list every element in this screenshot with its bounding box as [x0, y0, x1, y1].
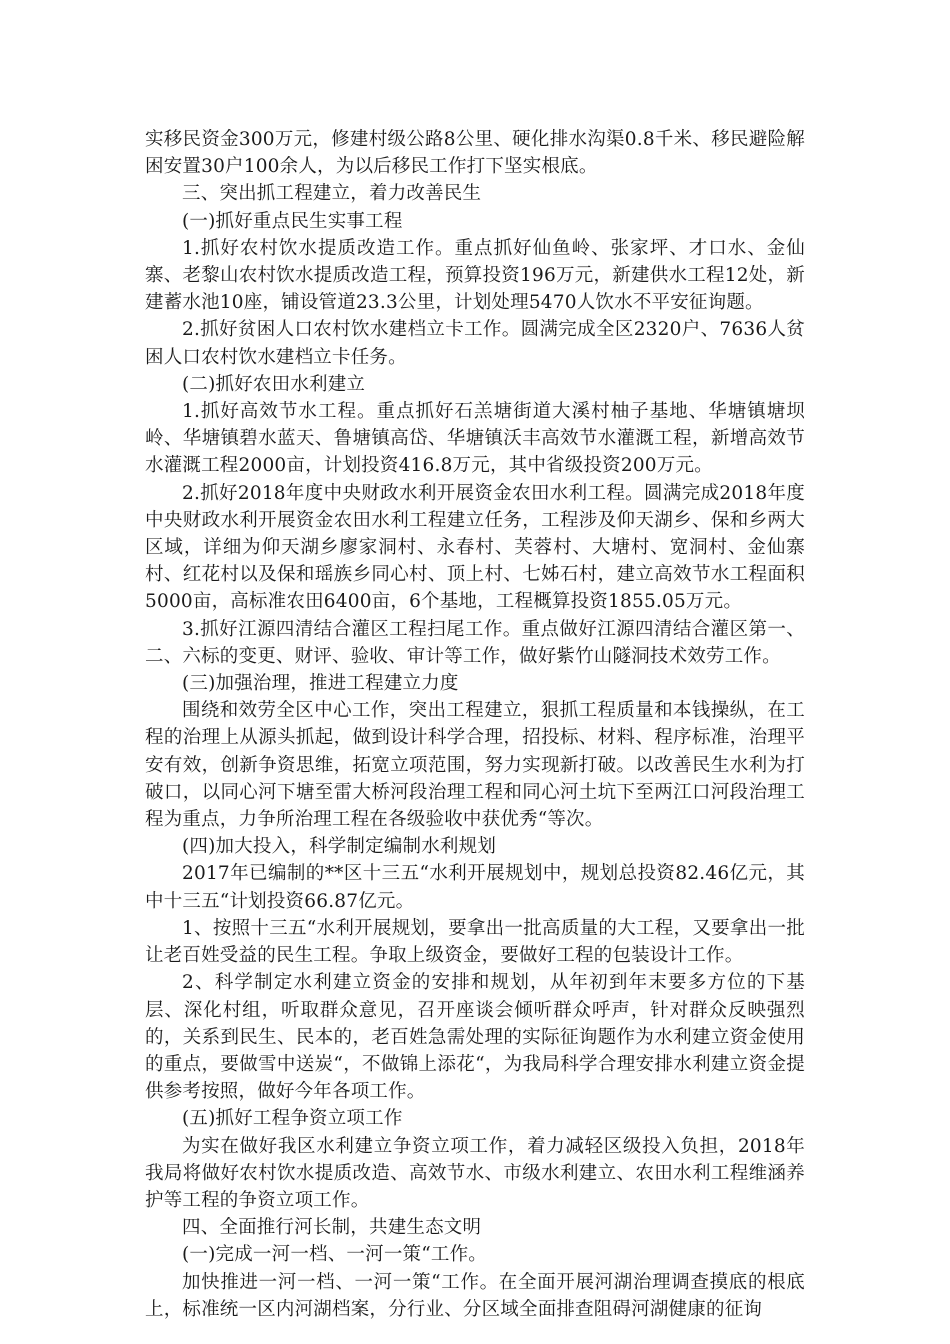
document-body — [145, 126, 805, 1323]
paragraph-water-saving: 1.抓好高效节水工程。重点抓好石羔塘街道大溪村柚子基地、华塘镇塘坝岭、华塘镇碧水蓝天、鲁塘镇高岱、华塘镇沃丰高效节水灌溉工程，新增高效节水灌溉工程2000亩，计划投资416.8万元，其中省级投资200万元。 — [145, 401, 805, 477]
paragraph-plan-item-2: 2、科学制定水利建立资金的安排和规划，从年初到年末要多方位的下基层、深化村组，听取群众意见，召开座谈会倾听群众呼声，针对群众反映强烈的，关系到民生、民本的，老百姓急需处理的实际征询题作为水利建立资金使用的重点，要做雪中送炭“，不做锦上添花“，为我局科学合理安排水利建立资金提供参考按照，做好今年各项工作。 — [145, 972, 805, 1103]
paragraph-central-funds: 2.抓好2018年度中央财政水利开展资金农田水利工程。圆满完成2018年度中央财政水利开展资金农田水利工程建立任务，工程涉及仰天湖乡、保和乡两大区域，详细为仰天湖乡廖家洞村、永春村、芙蓉村、大塘村、宽洞村、金仙寨村、红花村以及保和瑶族乡同心村、顶上村、七姊石村，建立高效节水工程面积5000亩，高标准农田6400亩，6个基地，工程概算投资1855.05万元。 — [145, 482, 805, 613]
subsection-heading-3-5: (五)抓好工程争资立项工作 — [182, 1108, 403, 1130]
paragraph-poverty-filing: 2.抓好贫困人口农村饮水建档立卡工作。圆满完成全区2320户、7636人贫困人口农村饮水建档立卡任务。 — [145, 319, 805, 368]
section-heading-4: 四、全面推行河长制，共建生态文明 — [182, 1217, 482, 1239]
subsection-heading-3-4: (四)加大投入，科学制定编制水利规划 — [182, 836, 497, 858]
paragraph-funding-projects: 为实在做好我区水利建立争资立项工作，着力减轻区级投入负担，2018年我局将做好农村饮水提质改造、高效节水、市级水利建立、农田水利工程维涵养护等工程的争资立项工作。 — [145, 1135, 805, 1211]
paragraph-governance: 围绕和效劳全区中心工作，突出工程建立，狠抓工程质量和本钱操纵，在工程的治理上从源头抓起，做到设计科学合理，招投标、材料、程序标准，治理平安有效，创新争资思维，拓宽立项范围，努力实现新打破。以改善民生水利为打破口，以同心河下塘至雷大桥河段治理工程和同心河土坑下至两江口河段治理工程为重点，力争所治理工程在各级验收中获优秀“等次。 — [145, 700, 805, 831]
paragraph-water-upgrade: 1.抓好农村饮水提质改造工作。重点抓好仙鱼岭、张家坪、才口水、金仙寨、老黎山农村饮水提质改造工程，预算投资196万元，新建供水工程12处，新建蓄水池10座，铺设管道23.3公里，计划处理5470人饮水不平安征询题。 — [145, 237, 805, 314]
paragraph-river-archive: 加快推进一河一档、一河一策“工作。在全面开展河湖治理调查摸底的根底上，标准统一区内河湖档案，分行业、分区域全面排查阻碍河湖健康的征询 — [145, 1271, 805, 1320]
paragraph-plan-item-1: 1、按照十三五“水利开展规划，要拿出一批高质量的大工程，又要拿出一批让老百姓受益的民生工程。争取上级资金，要做好工程的包装设计工作。 — [145, 917, 805, 967]
paragraph-plan-2017: 2017年已编制的**区十三五“水利开展规划中，规划总投资82.46亿元，其中十三五“计划投资66.87亿元。 — [145, 863, 805, 912]
subsection-heading-3-2: (二)抓好农田水利建立 — [182, 373, 366, 395]
subsection-heading-4-1: (一)完成一河一档、一河一策“工作。 — [182, 1244, 487, 1266]
paragraph-1: 实移民资金300万元，修建村级公路8公里、硬化排水沟渠0.8千米、移民避险解困安置30户100余人，为以后移民工作打下坚实根底。 — [145, 129, 805, 178]
paragraph-jiangyuan: 3.抓好江源四清结合灌区工程扫尾工作。重点做好江源四清结合灌区第一、二、六标的变更、财评、验收、审计等工作，做好紫竹山隧洞技术效劳工作。 — [145, 618, 805, 667]
subsection-heading-3-1: (一)抓好重点民生实事工程 — [182, 210, 403, 232]
subsection-heading-3-3: (三)加强治理，推进工程建立力度 — [182, 673, 459, 695]
section-heading-3: 三、突出抓工程建立，着力改善民生 — [182, 183, 482, 205]
